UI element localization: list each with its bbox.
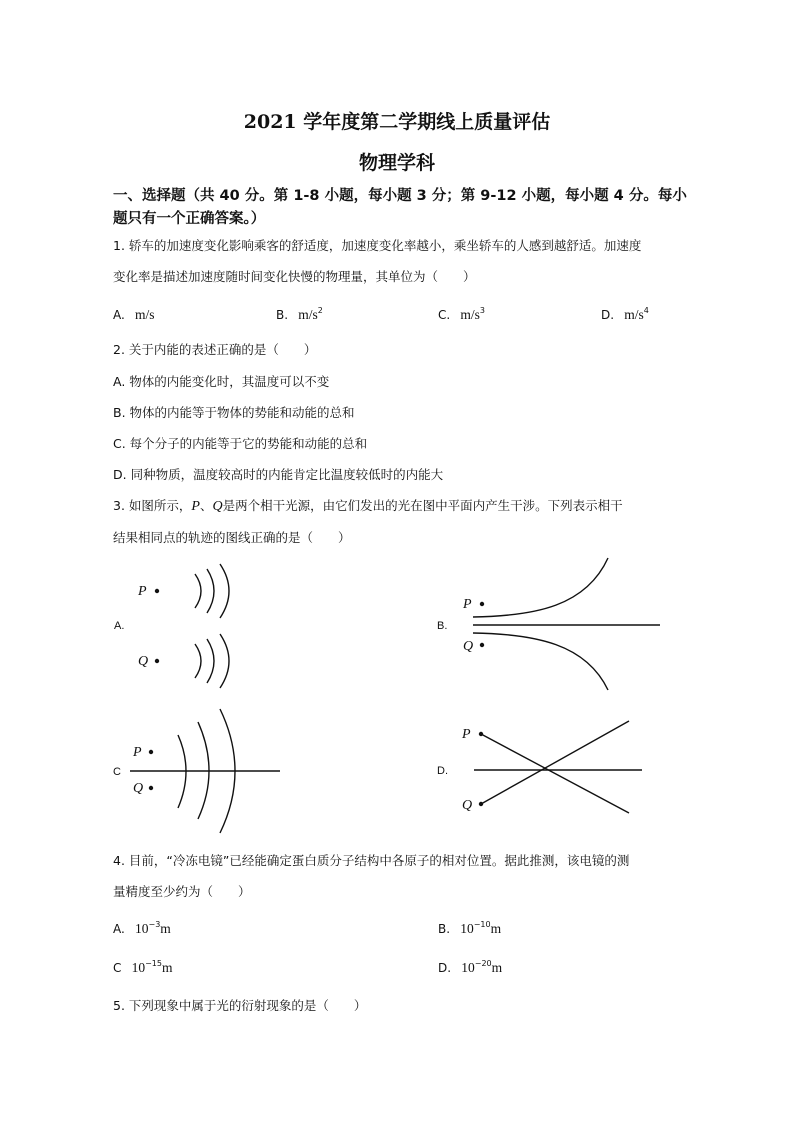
section-heading-line1: 一、选择题（共 40 分。第 1-8 小题，每小题 3 分；第 9-12 小题，每小题 4 分。每小	[113, 188, 687, 204]
source-q-label: Q	[463, 639, 474, 654]
option-base: 10	[461, 960, 475, 975]
option-exponent: 3	[479, 306, 485, 315]
q3-stem-rest: 是两个相干光源，由它们发出的光在图中平面内产生干涉。下列表示相干	[222, 498, 623, 513]
wavefronts-q	[195, 634, 229, 688]
crossing-lines	[474, 721, 642, 813]
option-letter: D.	[438, 961, 452, 975]
option-exponent: 4	[643, 306, 649, 315]
q3-stem-separator: 、	[199, 498, 213, 513]
page-title: 2021 学年度第二学期线上质量评估	[243, 111, 551, 133]
option-exponent: −20	[474, 959, 492, 968]
source-p-dot	[149, 750, 153, 754]
option-unit: m/s	[298, 307, 318, 322]
source-p-label: P	[133, 745, 142, 760]
option-base: 10	[131, 960, 146, 975]
option-base: 10	[134, 921, 149, 936]
option-letter: C	[113, 961, 122, 975]
q4-option-c[interactable]	[113, 957, 172, 976]
option-letter: B.	[276, 308, 289, 322]
option-exponent: −15	[145, 959, 162, 968]
q1-option-c[interactable]	[438, 304, 485, 323]
q3-figure-a[interactable]	[110, 560, 260, 690]
q3-stem-line2: 结果相同点的轨迹的图线正确的是（ ）	[113, 530, 351, 545]
q1-stem-line2: 变化率是描述加速度随时间变化快慢的物理量，其单位为（ ）	[113, 269, 476, 284]
option-exponent: −10	[473, 920, 491, 929]
q4-option-d[interactable]	[438, 957, 502, 976]
q3-figure-b[interactable]	[436, 556, 666, 696]
option-unit: m/s	[460, 307, 480, 322]
q3-stem-line1	[113, 496, 623, 515]
option-unit: m/s	[624, 307, 644, 322]
figure-letter: D.	[437, 765, 448, 777]
option-unit: m	[161, 960, 173, 975]
q3-source-q: Q	[212, 499, 223, 514]
section-heading-line2: 题只有一个正确答案。）	[113, 211, 266, 227]
figure-letter: C	[113, 766, 121, 778]
figure-letter: A.	[114, 620, 125, 632]
source-q-label: Q	[462, 798, 473, 813]
source-p-dot	[155, 589, 159, 593]
q3-figure-c[interactable]	[110, 705, 290, 835]
subject-title: 物理学科	[358, 152, 435, 174]
option-letter: A.	[113, 308, 125, 322]
q1-option-d[interactable]	[601, 304, 649, 323]
source-p-label: P	[138, 584, 147, 599]
q2-option-b[interactable]: B. 物体的内能等于物体的势能和动能的总和	[113, 405, 355, 420]
q3-stem-prefix: 3. 如图所示，	[113, 498, 192, 513]
option-unit: m	[490, 921, 502, 936]
option-exponent: 2	[317, 306, 323, 315]
q2-stem: 2. 关于内能的表述正确的是（ ）	[113, 342, 317, 357]
q3-source-p: P	[191, 499, 200, 514]
source-q-label: Q	[138, 654, 149, 669]
q2-option-d[interactable]: D. 同种物质，温度较高时的内能肯定比温度较低时的内能大	[113, 467, 444, 482]
source-p-label: P	[463, 597, 472, 612]
interference-curves	[473, 558, 660, 690]
source-q-dot	[480, 643, 484, 647]
source-q-label: Q	[133, 781, 144, 796]
option-base: 10	[460, 921, 474, 936]
option-letter: A.	[113, 922, 125, 936]
q1-stem-line1: 1. 轿车的加速度变化影响乘客的舒适度，加速度变化率越小，乘坐轿车的人感到越舒适。加速度	[113, 238, 642, 253]
source-p-dot	[480, 602, 484, 606]
wavefronts-and-axis	[130, 709, 280, 833]
source-p-label: P	[462, 727, 471, 742]
option-letter: C.	[438, 308, 451, 322]
q1-option-a[interactable]	[113, 304, 155, 323]
wavefronts-p	[195, 564, 229, 618]
option-letter: D.	[601, 308, 615, 322]
q4-stem-line2: 量精度至少约为（ ）	[113, 884, 251, 899]
source-q-dot	[149, 786, 153, 790]
q4-stem-line1: 4. 目前，“冷冻电镜”已经能确定蛋白质分子结构中各原子的相对位置。据此推测，该电镜的测	[113, 853, 630, 868]
option-unit: m/s	[134, 307, 155, 322]
q5-stem: 5. 下列现象中属于光的衍射现象的是（ ）	[113, 998, 367, 1013]
option-unit: m	[491, 960, 503, 975]
option-unit: m	[160, 921, 171, 936]
q1-option-b[interactable]	[276, 304, 323, 323]
figure-letter: B.	[437, 620, 448, 632]
option-exponent: −3	[148, 920, 161, 929]
q3-figure-d[interactable]	[436, 715, 656, 825]
q4-option-b[interactable]	[438, 918, 501, 937]
q4-option-a[interactable]	[113, 918, 171, 937]
source-q-dot	[155, 659, 159, 663]
q2-option-c[interactable]: C. 每个分子的内能等于它的势能和动能的总和	[113, 436, 368, 451]
q2-option-a[interactable]: A. 物体的内能变化时，其温度可以不变	[113, 374, 330, 389]
option-letter: B.	[438, 922, 451, 936]
